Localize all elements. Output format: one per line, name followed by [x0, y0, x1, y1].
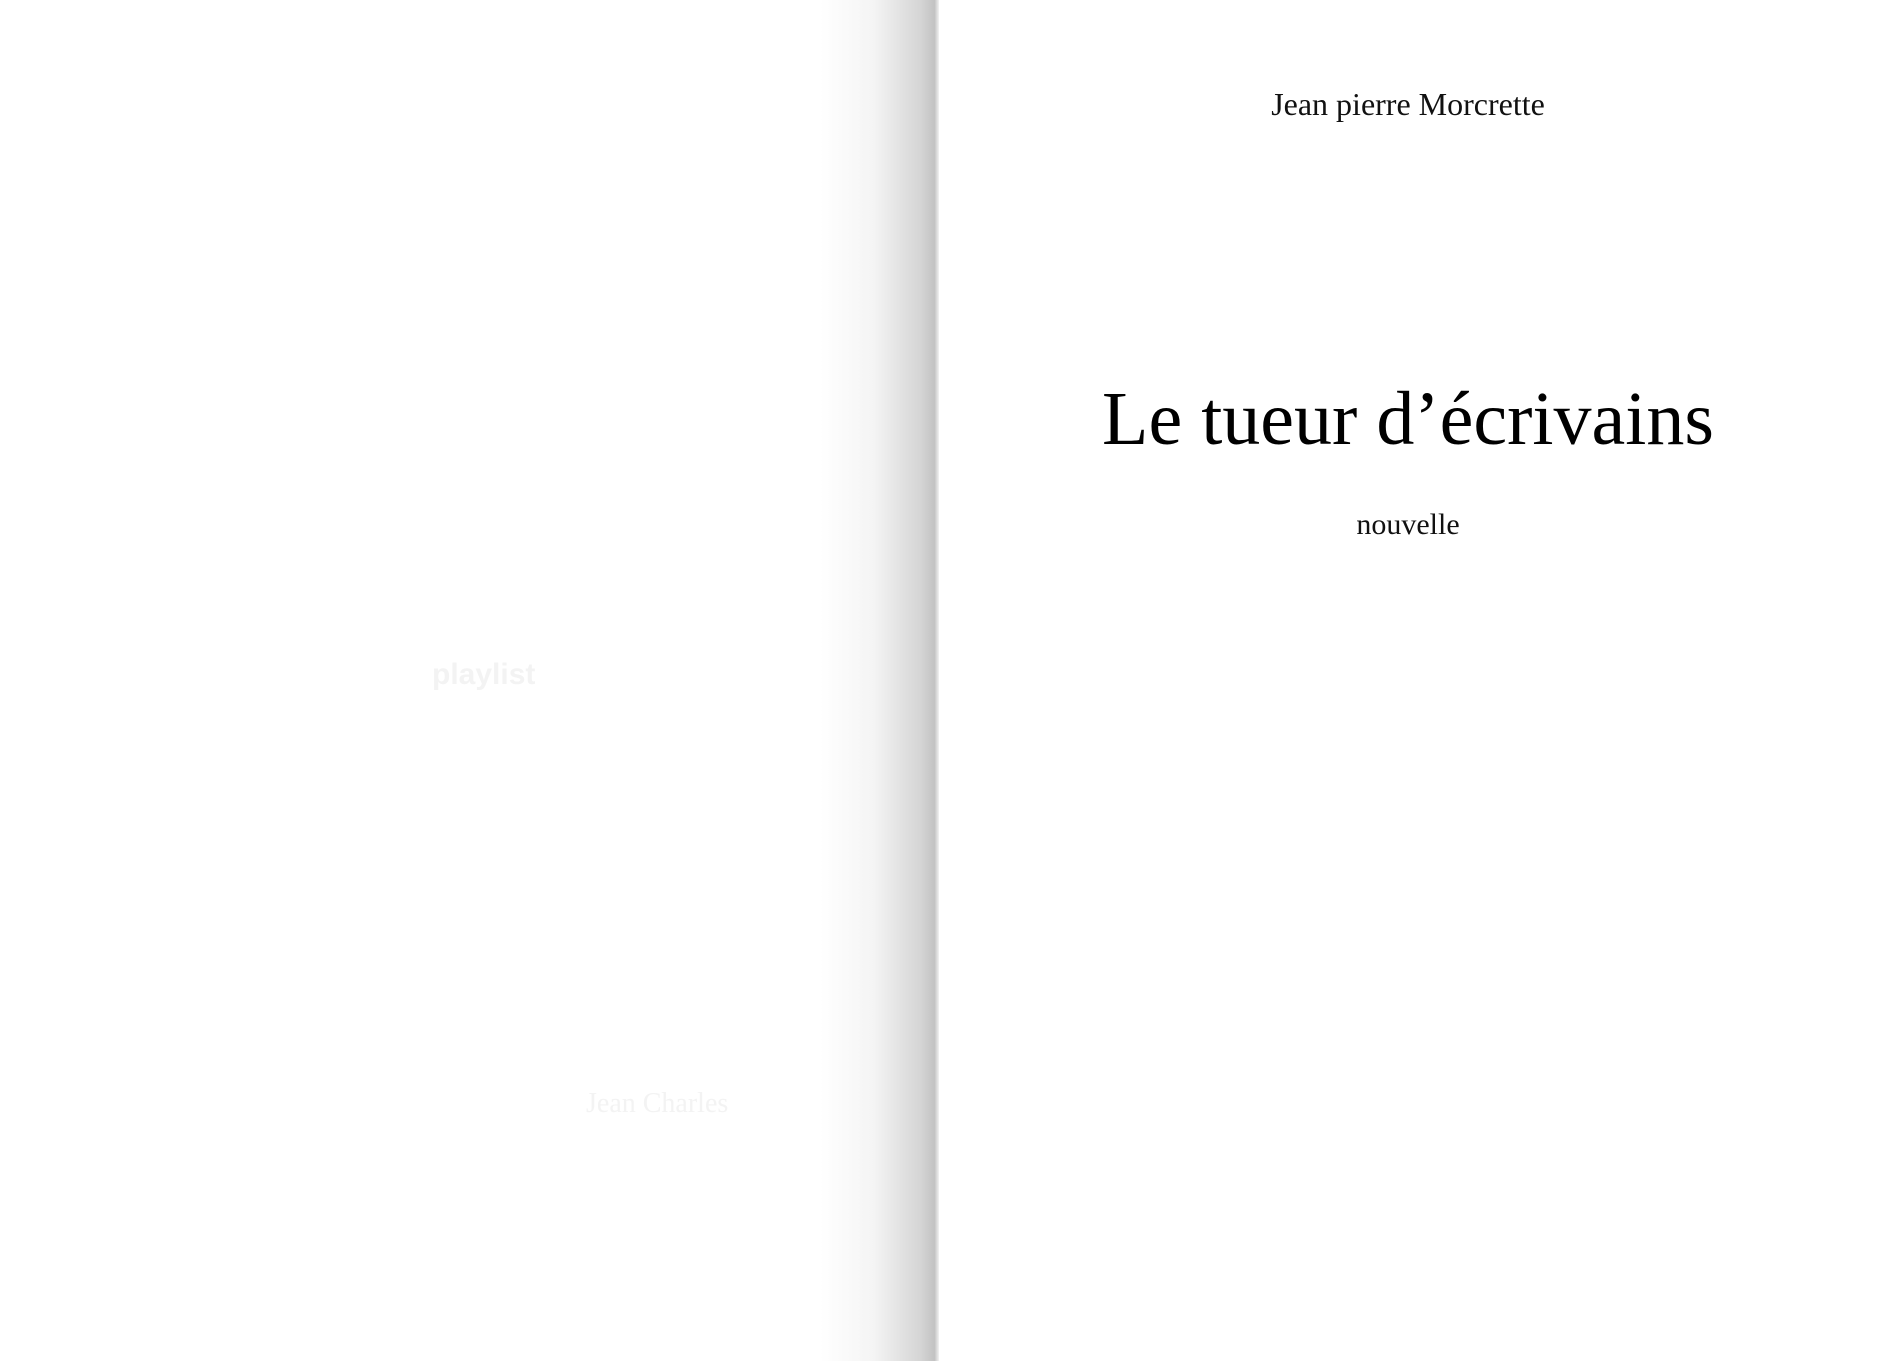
author-name: Jean pierre Morcrette	[1271, 86, 1545, 122]
book-genre: nouvelle	[1356, 508, 1460, 541]
show-through-text: Jean Charles	[586, 1088, 729, 1119]
right-page	[938, 0, 1878, 1361]
left-page	[0, 0, 938, 1361]
book-title: Le tueur d’écrivains	[1102, 377, 1714, 461]
show-through-text: playlist	[432, 658, 536, 691]
gutter-shadow	[820, 0, 938, 1361]
page-gutter	[935, 0, 939, 1361]
